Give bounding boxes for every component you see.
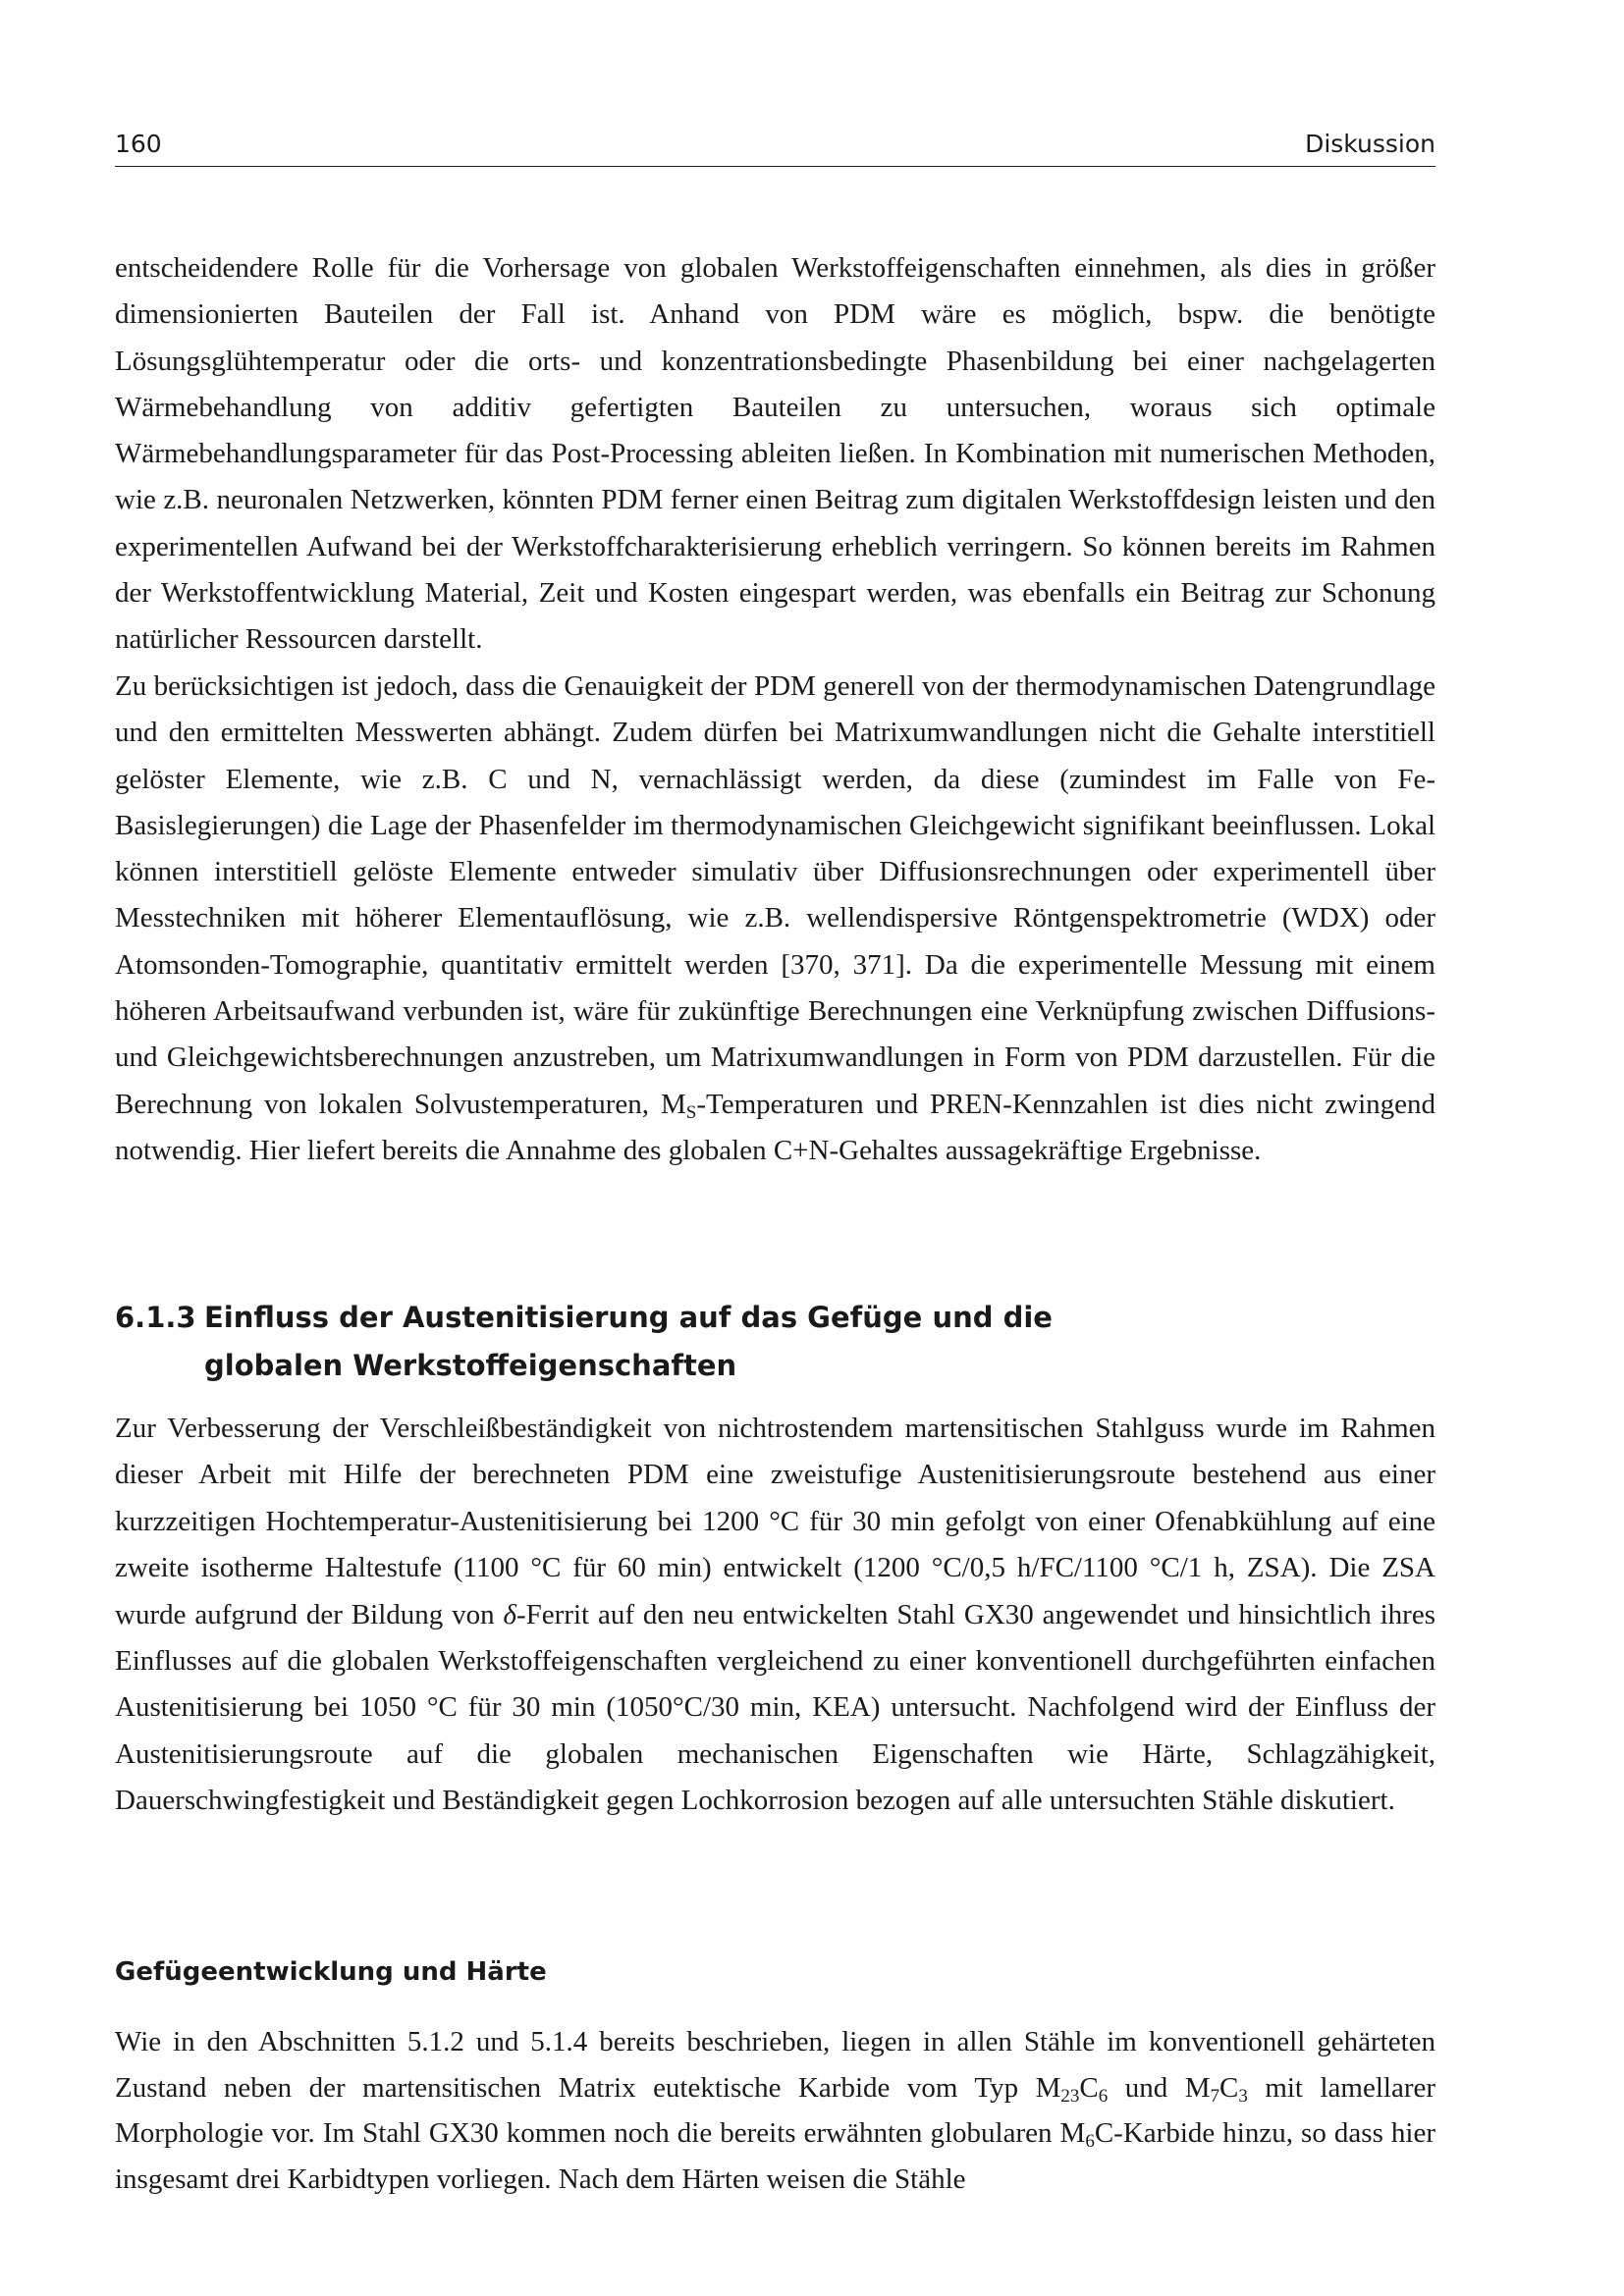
- paragraph-text: C: [1079, 2071, 1099, 2104]
- subscript-s: S: [685, 1101, 697, 1123]
- paragraph-text: -Temperaturen und PREN-Kennzahlen ist dies nicht zwingend notwendig. Hier liefert bereits die Annahme des globalen C+N-Gehaltes aussagekräftige Ergebnisse.: [115, 1088, 1435, 1166]
- subscript: 7: [1210, 2085, 1219, 2107]
- paragraph-austenitization-route: [115, 1406, 1435, 1825]
- chapter-title: Diskussion: [1305, 130, 1435, 158]
- paragraph-additive-manufacturing: entscheidendere Rolle für die Vorhersage von globalen Werkstoffeigenschaften einnehmen, als dies in größer dimensionierten Bauteilen der Fall ist. Anhand von PDM wäre es möglich, bspw. die benötigte Lösungsglühtemperatur oder die orts- und konzentrationsbedingte Phasenbildung bei einer nachgelagerten Wärmebehandlung von additiv gefertigten Bauteilen zu untersuchen, woraus sich optimale Wärmebehandlungsparameter für das Post-Processing ableiten ließen. In Kombination mit numerischen Methoden, wie z.B. neuronalen Netzwerken, könnten PDM ferner einen Beitrag zum digitalen Werkstoffdesign leisten und den experimentellen Aufwand bei der Werkstoffcharakterisierung erheblich verringern. So können bereits im Rahmen der Werkstoffentwicklung Material, Zeit und Kosten eingespart werden, was ebenfalls ein Beitrag zur Schonung natürlicher Ressourcen darstellt.: [115, 252, 1435, 656]
- paragraph-text: mit lamellarer Morphologie vor. Im Stahl GX30 kommen noch die bereits erwähnten globularen M: [115, 2071, 1436, 2149]
- section-title-text: Einfluss der Austenitisierung auf das Gefüge und die globalen Werkstoffeigenschaften: [204, 1301, 1053, 1382]
- paragraph-text: Wie in den Abschnitten 5.1.2 und 5.1.4 bereits beschrieben, liegen in allen Stähle im konventionell gehärteten Zustand neben der martensitischen Matrix eutektische Karbide vom Typ M: [115, 2026, 1435, 2104]
- paragraph-text: C: [1218, 2071, 1239, 2104]
- paragraph-microstructure: [115, 2019, 1435, 2202]
- paragraph-text: Zur Verbesserung der Verschleißbeständigkeit von nichtrostendem martensitischen Stahlguss wurde im Rahmen dieser Arbeit mit Hilfe der berechneten PDM eine zweistufige Austenitisierungsroute bestehend aus einer kurzzeitigen Hochtemperatur-Austenitisierung bei 1200 °C für 30 min gefolgt von einer Ofenabkühlung auf eine zweite isotherme Haltestufe (1100 °C für 60 min) entwickelt (1200 °C/0,5 h/FC/1100 °C/1 h, ZSA). Die ZSA wurde aufgrund der Bildung von: [115, 1413, 1435, 1630]
- paragraph-text: C-Karbide hinzu, so dass hier insgesamt drei Karbidtypen vorliegen. Nach dem Härten weisen die Stähle: [115, 2117, 1435, 2195]
- paragraph-limitations: [115, 664, 1435, 1174]
- section-number: 6.1.3: [115, 1301, 196, 1334]
- paragraph-text: und M: [1108, 2071, 1211, 2104]
- delta-symbol: δ: [503, 1598, 517, 1630]
- subscript: 23: [1060, 2085, 1080, 2107]
- subscript: 3: [1238, 2085, 1248, 2107]
- subscript: 6: [1098, 2085, 1109, 2107]
- subscript: 6: [1085, 2131, 1095, 2152]
- running-header: [115, 127, 1435, 167]
- paragraph-text: Zu berücksichtigen ist jedoch, dass die Genauigkeit der PDM generell von der thermodynamischen Datengrundlage und den ermittelten Messwerten abhängt. Zudem dürfen bei Matrixumwandlungen nicht die Gehalte interstitiell gelöster Elemente, wie z.B. C und N, vernachlässigt werden, da diese (zumindest im Falle von Fe-Basislegierungen) die Lage der Phasenfelder im thermodynamischen Gleichgewicht signifikant beeinflussen. Lokal können interstitiell gelöste Elemente entweder simulativ über Diffusionsrechnungen oder experimentell über Messtechniken mit höherer Elementauflösung, wie z.B. wellendispersive Röntgenspektrometrie (WDX) oder Atomsonden-Tomographie, quantitativ ermittelt werden [370, 371]. Da die experimentelle Messung mit einem höheren Arbeitsaufwand verbunden ist, wäre für zukünftige Berechnungen eine Verknüpfung zwischen Diffusions- und Gleichgewichtsberechnungen anzustreben, um Matrixumwandlungen in Form von PDM darzustellen. Für die Berechnung von lokalen Solvustemperaturen, M: [115, 670, 1435, 1120]
- page-number: 160: [115, 130, 162, 158]
- paragraph-text: -Ferrit auf den neu entwickelten Stahl GX30 angewendet und hinsichtlich ihres Einflusses auf die globalen Werkstoffeigenschaften vergleichend zu einer konventionell durchgeführten einfachen Austenitisierung bei 1050 °C für 30 min (1050°C/30 min, KEA) untersucht. Nachfolgend wird der Einfluss der Austenitisierungsroute auf die globalen mechanischen Eigenschaften wie Härte, Schlagzähigkeit, Dauerschwingfestigkeit und Beständigkeit gegen Lochkorrosion bezogen auf alle untersuchten Stähle diskutiert.: [115, 1598, 1435, 1817]
- subsection-heading: Gefügeentwicklung und Härte: [115, 1957, 547, 1987]
- section-heading: [115, 1294, 1435, 1390]
